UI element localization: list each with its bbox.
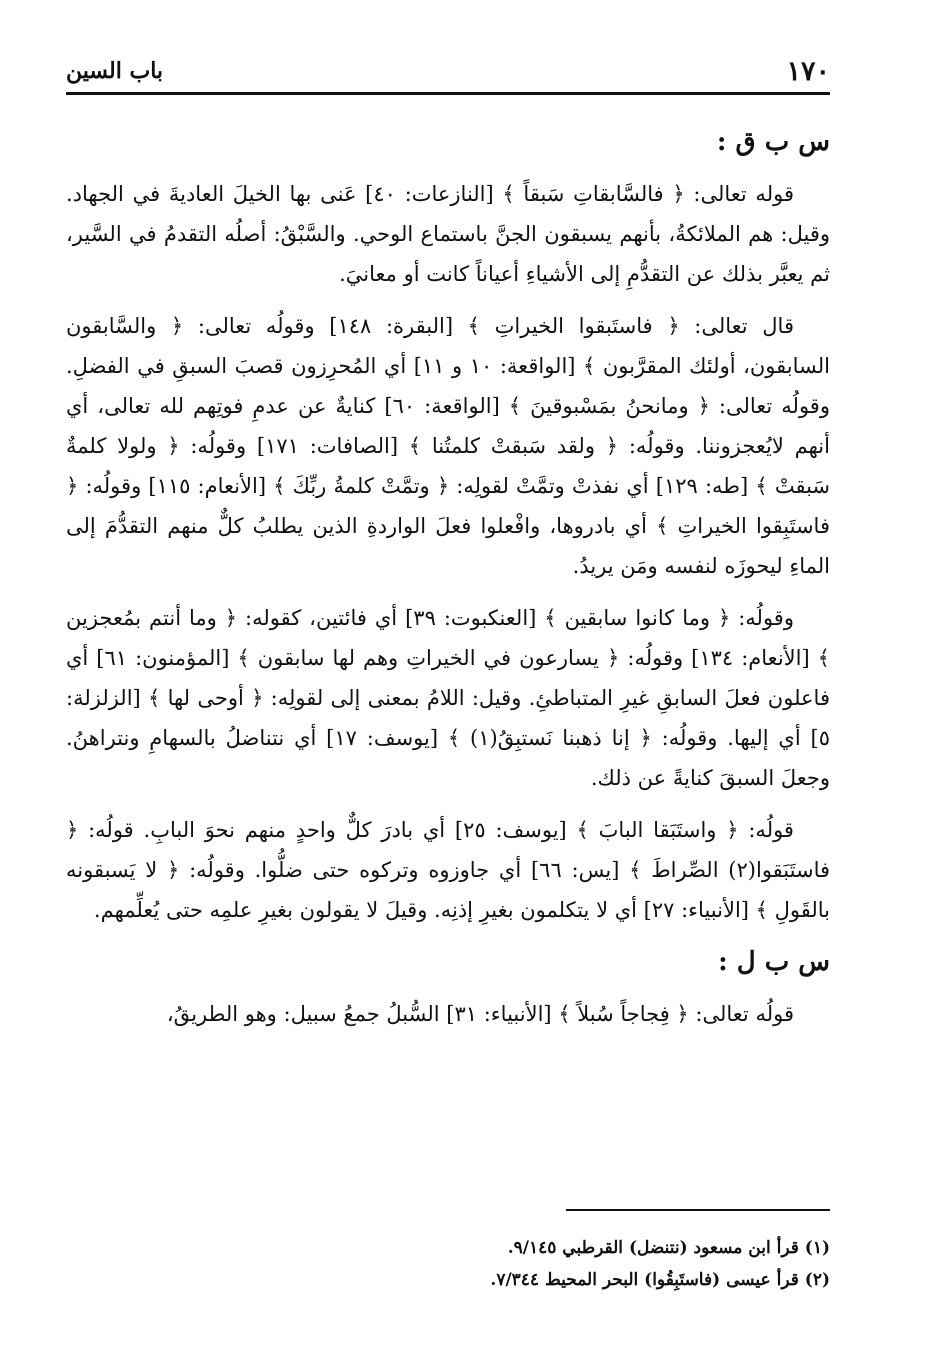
header-rule — [66, 92, 830, 95]
chapter-title: باب السين — [66, 58, 164, 84]
root-heading-sbq: س ب ق : — [716, 127, 830, 157]
footnote-2: (٢) قرأ عيسى (فاستَبِقُوا) البحر المحيط ٧/٣٤٤. — [490, 1270, 830, 1290]
root-heading-sbl: س ب ل : — [718, 947, 830, 977]
footnote-separator — [566, 1209, 830, 1211]
paragraph: قال تعالى: ﴿ فاستَبقوا الخيراتِ ﴾ [البقرة: ١٤٨] وقولُه تعالى: ﴿ والسَّابقون السابقون، أولئك المقرَّبون ﴾ [الواقعة: ١٠ و ١١] أي المُحرِزون قصبَ السبقِ في الفضلِ. وقولُه تعالى: ﴿ ومانحنُ بمَسْبوقينَ ﴾ [الواقعة: ٦٠] كنايةٌ عن عدمِ فوتِهم لله تعالى، أي أنهم لايُعجزوننا. وقولُه: ﴿ ولقد سَبقتْ كلمتُنا ﴾ [الصافات: ١٧١] وقولُه: ﴿ ولولا كلمةٌ سَبقتْ ﴾ [طه: ١٢٩] أي نفذتْ وتمَّتْ لقولِه: ﴿ وتمَّتْ كلمةُ ربِّكَ ﴾ [الأنعام: ١١٥] وقولُه: ﴿ فاستَبِقوا الخيراتِ ﴾ أي بادروها، وافْعلوا فعلَ الواردةِ الذين يطلبُ كلٌّ منهم التقدُّمَ إلى الماءِ ليحوزَه لنفسه ومَن يريدُ. — [66, 314, 830, 578]
paragraph: وقولُه: ﴿ وما كانوا سابقين ﴾ [العنكبوت: ٣٩] أي فائتين، كقوله: ﴿ وما أنتم بمُعجزين ﴾ [الأنعام: ١٣٤] وقولُه: ﴿ يسارعون في الخيراتِ وهم لها سابقون ﴾ [المؤمنون: ٦١] أي فاعلون فعلَ السابقِ غيرِ المتباطئِ. وقيل: اللامُ بمعنى إلى لقولِه: ﴿ أوحى لها ﴾ [الزلزلة: ٥] أي إليها. وقولُه: ﴿ إنا ذهبنا نَستبِقُ(١) ﴾ [يوسف: ١٧] أي نتناضلُ بالسهامِ ونتراهنُ. وجعلَ السبقَ كنايةً عن ذلك. — [66, 606, 830, 790]
paragraph: قولُه تعالى: ﴿ فِجاجاً سُبلاً ﴾ [الأنبياء: ٣١] السُّبلُ جمعُ سبيل: وهو الطريقُ، — [166, 1002, 794, 1026]
paragraph: قوله تعالى: ﴿ فالسَّابقاتِ سَبقاً ﴾ [النازعات: ٤٠] عَنى بها الخيلَ العاديةَ في الجهاد. وقيل: هم الملائكةُ، بأنهم يسبقون الجنَّ باستماع الوحي. والسَّبْقُ: أصلُه التقدمُ في السَّير، ثم يعبَّر بذلك عن التقدُّمِ إلى الأشياءِ أعياناً كانت أو معانيَ. — [66, 182, 830, 286]
footnotes — [330, 1232, 830, 1296]
main-text — [66, 122, 830, 1046]
paragraph: قولُه: ﴿ واستَبَقا البابَ ﴾ [يوسف: ٢٥] أي بادرَ كلٌّ واحدٍ منهم نحوَ البابِ. قولُه: ﴿ فاستَبَقوا(٢) الصِّراطَ ﴾ [يس: ٦٦] أي جاوزوه وتركوه حتى ضلُّوا. وقولُه: ﴿ لا يَسبقونه بالقَولِ ﴾ [الأنبياء: ٢٧] أي لا يتكلمون بغيرِ إذنِه. وقيلَ لا يقولون بغيرِ علمِه حتى يُعلِّمهم. — [66, 818, 831, 922]
page-number: ١٧٠ — [786, 56, 830, 87]
footnote-1: (١) قرأ ابن مسعود (نتنضل) القرطبي ٩/١٤٥. — [507, 1238, 830, 1258]
page-header — [66, 56, 830, 90]
